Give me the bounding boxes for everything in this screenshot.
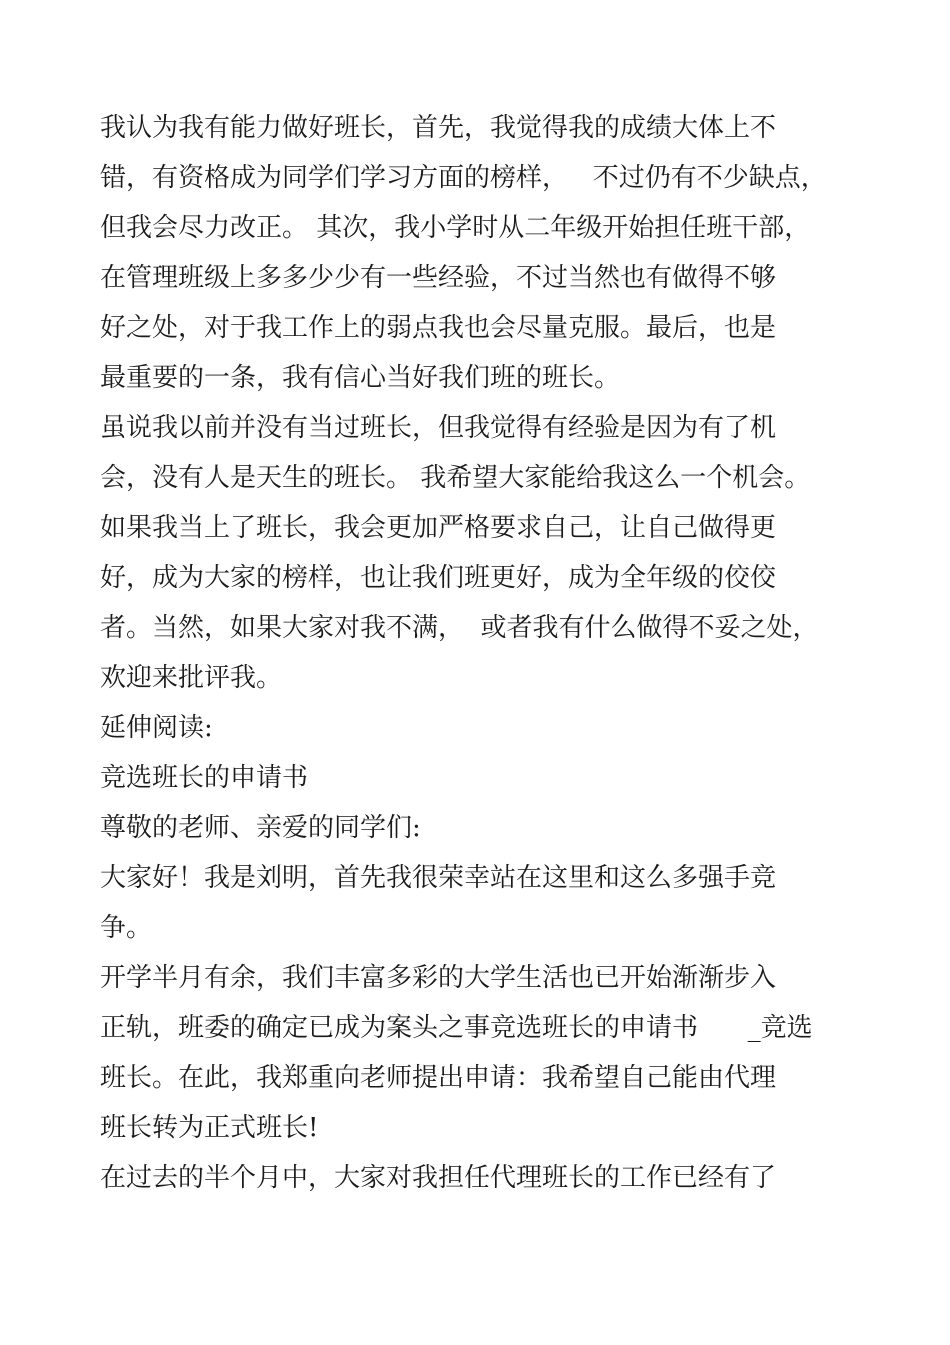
- text-line: 会，没有人是天生的班长。 我希望大家能给我这么一个机会。: [100, 463, 811, 493]
- text-line: 开学半月有余，我们丰富多彩的大学生活也已开始渐渐步入: [100, 963, 777, 993]
- document-title: 竞选班长的申请书: [100, 763, 309, 793]
- text-line: 错，有资格成为同学们学习方面的榜样， 不过仍有不少缺点，: [100, 163, 827, 193]
- text-line: 在管理班级上多多少少有一些经验，不过当然也有做得不够: [100, 263, 777, 293]
- text-line: 者。当然，如果大家对我不满， 或者我有什么做得不妥之处，: [100, 613, 819, 643]
- text-line: 争。: [100, 913, 153, 943]
- text-line: 如果我当上了班长，我会更加严格要求自己，让自己做得更: [100, 513, 777, 543]
- text-line: 正轨，班委的确定已成为案头之事竞选班长的申请书 _竞选: [100, 1013, 813, 1043]
- text-line: 好之处，对于我工作上的弱点我也会尽量克服。最后，也是: [100, 313, 777, 343]
- section-heading: 延伸阅读:: [100, 713, 213, 743]
- text-line: 虽说我以前并没有当过班长，但我觉得有经验是因为有了机: [100, 413, 777, 443]
- text-line: 我认为我有能力做好班长，首先，我觉得我的成绩大体上不: [100, 113, 777, 143]
- text-line: 好，成为大家的榜样，也让我们班更好，成为全年级的佼佼: [100, 563, 777, 593]
- text-line: 在过去的半个月中，大家对我担任代理班长的工作已经有了: [100, 1163, 777, 1193]
- text-line: 但我会尽力改正。 其次，我小学时从二年级开始担任班干部，: [100, 213, 811, 243]
- salutation: 尊敬的老师、亲爱的同学们:: [100, 813, 421, 843]
- text-line: 班长。在此，我郑重向老师提出申请：我希望自己能由代理: [100, 1063, 777, 1093]
- text-line: 最重要的一条，我有信心当好我们班的班长。: [100, 363, 621, 393]
- text-line: 大家好！我是刘明，首先我很荣幸站在这里和这么多强手竞: [100, 863, 777, 893]
- text-line: 欢迎来批评我。: [100, 663, 283, 693]
- text-line: 班长转为正式班长!: [100, 1113, 319, 1143]
